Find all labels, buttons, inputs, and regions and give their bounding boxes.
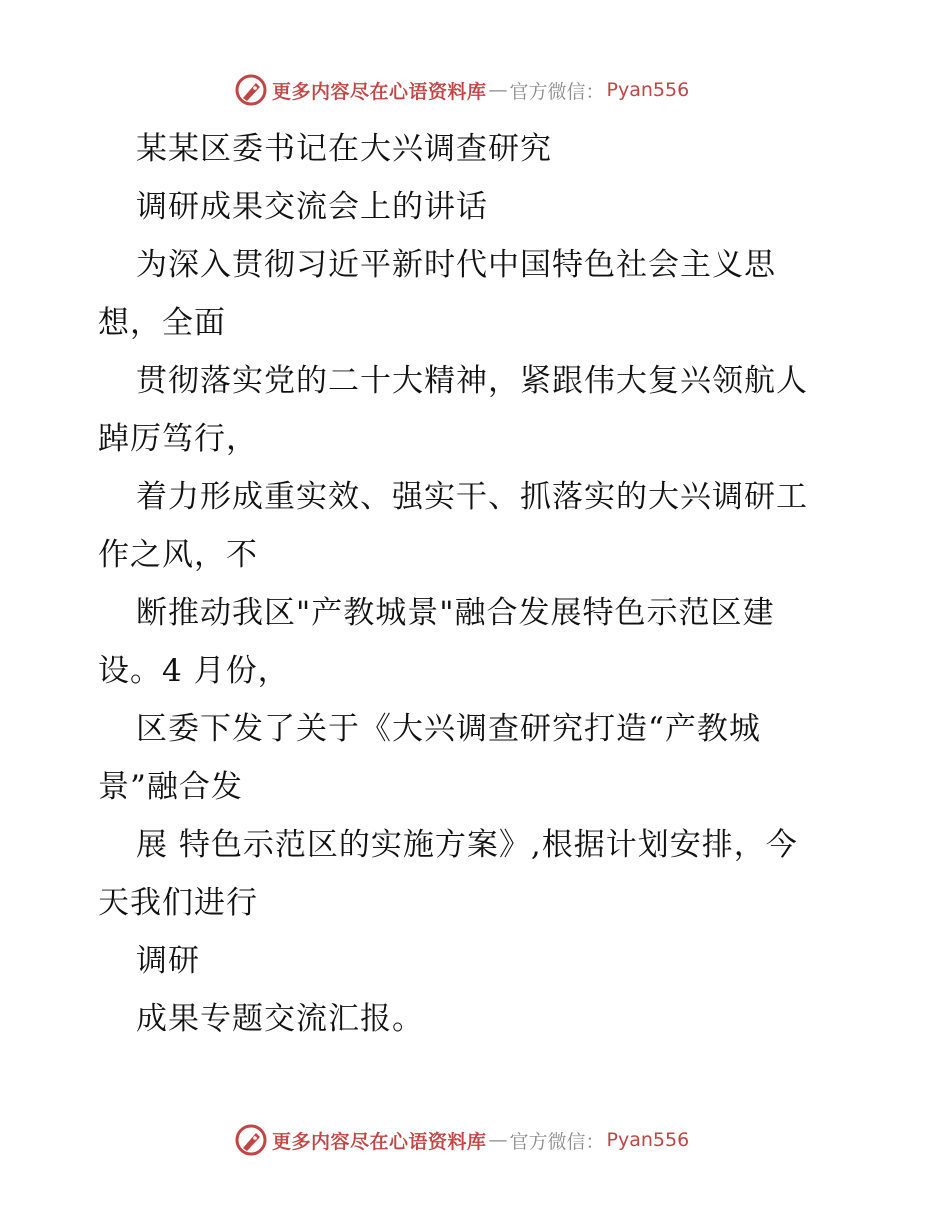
doc-text-line: 贯彻落实党的二十大精神，紧跟伟大复兴领航人 (136, 363, 808, 399)
doc-text-line: 想，全面 (98, 305, 226, 341)
doc-text-line: 展 特色示范区的实施方案》,根据计划安排，今 (136, 827, 798, 863)
banner-slogan: 更多内容尽在心语资料库 (272, 1130, 487, 1153)
header-banner (234, 72, 689, 108)
doc-text-line: 着力形成重实效、强实干、抓落实的大兴调研工 (136, 479, 808, 515)
banner-separator: — (488, 1129, 508, 1151)
banner-separator: — (488, 79, 508, 101)
doc-text-line: 景”融合发 (98, 769, 243, 805)
doc-text-line: 成果专题交流汇报。 (136, 1001, 424, 1037)
wechat-id: Pyan556 (606, 1129, 690, 1151)
doc-text-line: 区委下发了关于《大兴调查研究打造“产教城 (136, 711, 761, 747)
banner-slogan: 更多内容尽在心语资料库 (272, 80, 487, 103)
doc-title-line-2: 调研成果交流会上的讲话 (136, 189, 488, 225)
wechat-label: 官方微信： (509, 80, 605, 103)
doc-text-line: 断推动我区"产教城景"融合发展特色示范区建 (136, 595, 775, 631)
pen-nib-logo-icon (234, 1123, 268, 1157)
doc-text-line: 踔厉笃行， (98, 421, 258, 457)
document-body (98, 120, 868, 1048)
wechat-id: Pyan556 (606, 79, 690, 101)
doc-text-line: 天我们进行 (98, 885, 258, 921)
footer-banner (234, 1122, 689, 1158)
wechat-label: 官方微信： (509, 1130, 605, 1153)
doc-text-line: 调研 (136, 943, 200, 979)
pen-nib-logo-icon (234, 73, 268, 107)
doc-text-line: 作之风，不 (98, 537, 258, 573)
doc-text-line: 为深入贯彻习近平新时代中国特色社会主义思 (136, 247, 776, 283)
doc-text-line: 设。4 月份， (98, 653, 290, 689)
doc-title-line-1: 某某区委书记在大兴调查研究 (136, 131, 552, 167)
